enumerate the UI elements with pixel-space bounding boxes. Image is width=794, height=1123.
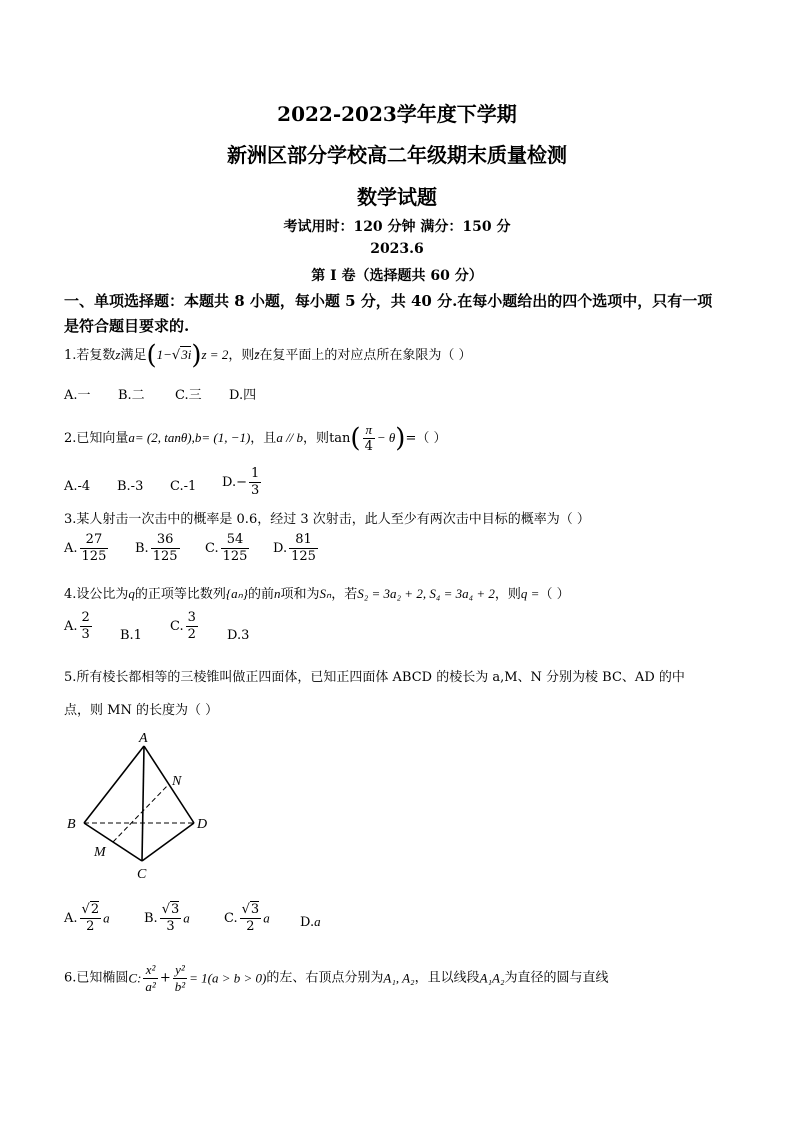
q4-option-a-num: 2 (81, 610, 90, 625)
q3-option-c-num: 54 (221, 532, 250, 549)
q3-option-a-den: 125 (81, 549, 107, 564)
q3-option-d (273, 532, 320, 565)
q5-option-d (300, 914, 321, 930)
q4-text: 项和为 (280, 587, 320, 602)
q4-option-a (64, 610, 94, 643)
q3-option-a-label: A. (64, 541, 78, 556)
q2-text: ，且 (250, 431, 277, 446)
section-title (64, 289, 744, 339)
q1-option-a: A.一 (64, 388, 91, 403)
q1-expr: 1− (156, 347, 172, 362)
q5-option-c-label: C. (224, 911, 238, 926)
edge-cd (142, 823, 194, 861)
q6-plus: + (159, 970, 171, 986)
q4-text: 的正项等比数列 (134, 587, 226, 602)
q5-option-a-var: a (103, 910, 110, 926)
q6-segment: A₁A₂ (479, 970, 505, 986)
q4-var: q = (520, 586, 540, 601)
q4-option-d: D.3 (227, 628, 250, 643)
q4-seq: {aₙ} (225, 586, 248, 601)
q2-option-b: B.-3 (117, 479, 144, 494)
q5-option-b-label: B. (144, 911, 158, 926)
q4-option-c-label: C. (170, 619, 184, 634)
q1-text: ，则 (228, 348, 255, 363)
q3-option-a (64, 532, 110, 565)
q6-text: ，且以线段 (414, 970, 480, 986)
q1-text: 1.若复数 (64, 348, 116, 363)
q5-option-c-den: 2 (246, 919, 255, 934)
exam-year-term: 2022-2023学年度下学期 (277, 102, 517, 126)
q6-frac1-den: a² (145, 979, 156, 994)
q3-option-c-label: C. (205, 541, 219, 556)
question-5-line2: 点，则 MN 的长度为（ ） (64, 703, 219, 718)
q2-option-a: A.-4 (64, 479, 91, 494)
q4-option-c-num: 3 (187, 610, 196, 625)
q2-text: 2.已知向量 (64, 431, 129, 446)
label-m: M (94, 845, 106, 860)
q5-option-d-var: a (314, 914, 321, 929)
label-b: B (67, 817, 76, 832)
tetrahedron-figure (64, 728, 224, 884)
q5-option-d-label: D. (300, 915, 315, 930)
q4-text: （ ） (539, 587, 570, 602)
q3-option-b-label: B. (135, 541, 149, 556)
q6-frac1-num: x² (143, 962, 157, 979)
q4-var: Sₙ (319, 586, 332, 601)
exam-date: 2023.6 (370, 241, 424, 257)
label-c: C (137, 867, 147, 882)
label-d: D (197, 817, 208, 832)
q4-condition: S₂ = 3a₂ + 2, S₄ = 3a₄ + 2 (357, 586, 495, 601)
volume-title: 第 I 卷（选择题共 60 分） (311, 268, 483, 284)
q1-var: z (115, 347, 121, 362)
question-6 (64, 962, 609, 995)
q6-text: 为直径的圆与直线 (504, 970, 609, 986)
q2-option-d-num: 1 (250, 466, 260, 481)
q4-option-b: B.1 (120, 628, 142, 643)
q4-var: n (274, 586, 281, 601)
q1-text: 在复平面上的对应点所在象限为（ ） (259, 348, 472, 363)
segment-mn (113, 784, 169, 842)
q2-expr: − θ (376, 430, 396, 445)
q3-option-b (135, 532, 182, 565)
q4-var: q (128, 586, 135, 601)
q4-option-a-den: 3 (81, 627, 90, 642)
q1-expr: z = 2 (201, 347, 229, 362)
q2-option-d (222, 466, 263, 499)
q1-sqrt: 3i (181, 347, 192, 362)
q2-option-d-label: D.− (222, 475, 247, 490)
q1-option-b: B.二 (118, 388, 145, 403)
q6-curve: C: (128, 970, 142, 986)
exam-name: 新洲区部分学校高二年级期末质量检测 (227, 143, 567, 167)
q6-condition: = 1(a > b > 0) (189, 970, 267, 986)
label-n: N (172, 774, 182, 789)
q3-option-a-num: 27 (80, 532, 109, 549)
q2-parallel: a // b (276, 430, 304, 445)
q2-frac-den: 4 (364, 439, 373, 454)
q5-option-a: A. $\frac{√2}{2}$ a (64, 902, 110, 934)
q5-option-b-den: 3 (166, 919, 175, 934)
q5-option-c-var: a (263, 910, 270, 926)
q6-text: 的左、右顶点分别为 (266, 970, 384, 986)
q3-option-d-den: 125 (291, 549, 316, 564)
q1-option-c: C.三 (175, 388, 202, 403)
q2-vec-b: b (194, 430, 202, 445)
question-3: 3.某人射击一次击中的概率是 0.6，经过 3 次射击，此人至少有两次击中目标的概率为（ ） (64, 512, 590, 527)
q2-tan: tan (329, 431, 351, 446)
q3-option-c (205, 532, 251, 565)
q6-text: 6.已知椭圆 (64, 970, 129, 986)
q2-vec-a: a (128, 430, 135, 445)
q2-option-c: C.-1 (170, 479, 197, 494)
exam-info: 考试用时：120 分钟 满分：150 分 (283, 219, 511, 235)
q6-frac2-den: b² (174, 979, 186, 994)
q5-option-c: C. $\frac{√3}{2}$ a (224, 902, 270, 934)
q5-option-a-den: 2 (86, 919, 95, 934)
q2-frac-num: π (363, 422, 375, 439)
q5-option-c-rad: 3 (250, 902, 260, 917)
q5-option-b-var: a (183, 910, 190, 926)
label-a: A (139, 731, 148, 746)
q2-expr: = (1, −1) (201, 430, 251, 445)
section-title-line1: 一、单项选择题：本题共 8 小题，每小题 5 分，共 40 分.在每小题给出的四个选项中，只有一项 (64, 292, 713, 310)
q4-text: ，若 (331, 587, 358, 602)
q2-option-d-den: 3 (250, 483, 260, 498)
question-4 (64, 585, 570, 604)
question-1: 1.若复数z满足(1−√3i)z = 2，则z̄在复平面上的对应点所在象限为（ ） (64, 340, 472, 371)
q4-option-a-label: A. (64, 619, 78, 634)
section-title-line2: 是符合题目要求的. (64, 317, 190, 335)
q4-text: 的前 (248, 587, 275, 602)
q5-option-a-label: A. (64, 911, 78, 926)
q3-option-b-num: 36 (151, 532, 180, 549)
q2-expr: = (2, tanθ), (134, 430, 195, 445)
q3-option-c-den: 125 (222, 549, 248, 564)
q1-text: 满足 (120, 348, 147, 363)
q1-option-d: D.四 (229, 388, 257, 403)
q2-text: =（ ） (405, 431, 447, 446)
q6-vertices: A₁, A₂ (383, 970, 415, 986)
q6-frac2-num: y² (173, 962, 187, 979)
q4-option-c (170, 610, 200, 643)
subject-title: 数学试题 (357, 185, 437, 209)
q5-option-a-rad: 2 (90, 902, 100, 917)
question-2: 2.已知向量a= (2, tanθ),b= (1, −1)，且a // b，则tan( $\frac{\pi}{4}$ − θ)=（ ） (64, 422, 447, 454)
question-5-line1: 5.所有棱长都相等的三棱锥叫做正四面体，已知正四面体 ABCD 的棱长为 a,M、N 分别为棱 BC、AD 的中 (64, 670, 685, 685)
q3-option-d-num: 81 (289, 532, 318, 549)
q1-conj: z̄ (254, 347, 260, 362)
q3-option-d-label: D. (273, 541, 288, 556)
edge-ac (142, 746, 144, 861)
q4-option-c-den: 2 (187, 627, 196, 642)
q2-text: ，则 (303, 431, 330, 446)
q5-option-b: B. $\frac{√3}{3}$ a (144, 902, 190, 934)
q4-text: 4.设公比为 (64, 587, 129, 602)
q4-text: ，则 (494, 587, 521, 602)
edge-ab (84, 746, 144, 823)
q3-option-b-den: 125 (152, 549, 178, 564)
q5-option-b-rad: 3 (170, 902, 180, 917)
